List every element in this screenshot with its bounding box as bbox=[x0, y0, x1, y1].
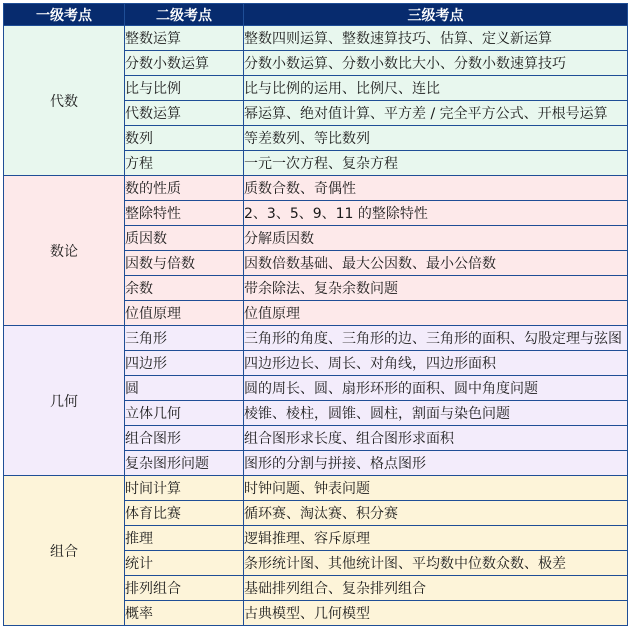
level2-cell: 统计 bbox=[125, 551, 244, 576]
level1-cell-geometry: 几何 bbox=[4, 326, 125, 476]
level3-cell: 2、3、5、9、11 的整除特性 bbox=[244, 201, 628, 226]
level2-cell: 比与比例 bbox=[125, 76, 244, 101]
header-level2: 二级考点 bbox=[125, 4, 244, 26]
level3-cell: 逻辑推理、容斥原理 bbox=[244, 526, 628, 551]
level2-cell: 复杂图形问题 bbox=[125, 451, 244, 476]
level2-cell: 推理 bbox=[125, 526, 244, 551]
level3-cell: 等差数列、等比数列 bbox=[244, 126, 628, 151]
level2-cell: 整数运算 bbox=[125, 26, 244, 51]
level3-cell: 整数四则运算、整数速算技巧、估算、定义新运算 bbox=[244, 26, 628, 51]
level2-cell: 四边形 bbox=[125, 351, 244, 376]
level3-cell: 因数倍数基础、最大公因数、最小公倍数 bbox=[244, 251, 628, 276]
level3-cell: 条形统计图、其他统计图、平均数中位数众数、极差 bbox=[244, 551, 628, 576]
header-row bbox=[4, 4, 628, 26]
level2-cell: 组合图形 bbox=[125, 426, 244, 451]
level2-cell: 整除特性 bbox=[125, 201, 244, 226]
level3-cell: 分解质因数 bbox=[244, 226, 628, 251]
level1-cell-number-theory: 数论 bbox=[4, 176, 125, 326]
table-row bbox=[4, 26, 628, 51]
level3-cell: 幂运算、绝对值计算、平方差 / 完全平方公式、开根号运算 bbox=[244, 101, 628, 126]
level3-cell: 一元一次方程、复杂方程 bbox=[244, 151, 628, 176]
level2-cell: 数的性质 bbox=[125, 176, 244, 201]
level3-cell: 组合图形求长度、组合图形求面积 bbox=[244, 426, 628, 451]
level3-cell: 基础排列组合、复杂排列组合 bbox=[244, 576, 628, 601]
table-row bbox=[4, 476, 628, 501]
level2-cell: 分数小数运算 bbox=[125, 51, 244, 76]
level2-cell: 立体几何 bbox=[125, 401, 244, 426]
level2-cell: 概率 bbox=[125, 601, 244, 626]
table-row bbox=[4, 176, 628, 201]
exam-points-table bbox=[3, 3, 628, 626]
level2-cell: 质因数 bbox=[125, 226, 244, 251]
level2-cell: 代数运算 bbox=[125, 101, 244, 126]
level2-cell: 余数 bbox=[125, 276, 244, 301]
level3-cell: 带余除法、复杂余数问题 bbox=[244, 276, 628, 301]
level2-cell: 因数与倍数 bbox=[125, 251, 244, 276]
level3-cell: 循环赛、淘汰赛、积分赛 bbox=[244, 501, 628, 526]
level1-cell-algebra: 代数 bbox=[4, 26, 125, 176]
level1-cell-combinatorics: 组合 bbox=[4, 476, 125, 626]
level3-cell: 三角形的角度、三角形的边、三角形的面积、勾股定理与弦图 bbox=[244, 326, 628, 351]
header-level3: 三级考点 bbox=[244, 4, 628, 26]
level3-cell: 比与比例的运用、比例尺、连比 bbox=[244, 76, 628, 101]
level2-cell: 体育比赛 bbox=[125, 501, 244, 526]
level3-cell: 圆的周长、圆、扇形环形的面积、圆中角度问题 bbox=[244, 376, 628, 401]
header-level1: 一级考点 bbox=[4, 4, 125, 26]
level3-cell: 时钟问题、钟表问题 bbox=[244, 476, 628, 501]
level3-cell: 棱锥、棱柱，圆锥、圆柱，割面与染色问题 bbox=[244, 401, 628, 426]
level2-cell: 排列组合 bbox=[125, 576, 244, 601]
level2-cell: 方程 bbox=[125, 151, 244, 176]
level3-cell: 质数合数、奇偶性 bbox=[244, 176, 628, 201]
level3-cell: 图形的分割与拼接、格点图形 bbox=[244, 451, 628, 476]
level2-cell: 圆 bbox=[125, 376, 244, 401]
level2-cell: 数列 bbox=[125, 126, 244, 151]
level3-cell: 四边形边长、周长、对角线，四边形面积 bbox=[244, 351, 628, 376]
level2-cell: 时间计算 bbox=[125, 476, 244, 501]
level3-cell: 分数小数运算、分数小数比大小、分数小数速算技巧 bbox=[244, 51, 628, 76]
level3-cell: 位值原理 bbox=[244, 301, 628, 326]
level2-cell: 三角形 bbox=[125, 326, 244, 351]
level2-cell: 位值原理 bbox=[125, 301, 244, 326]
level3-cell: 古典模型、几何模型 bbox=[244, 601, 628, 626]
table-row bbox=[4, 326, 628, 351]
